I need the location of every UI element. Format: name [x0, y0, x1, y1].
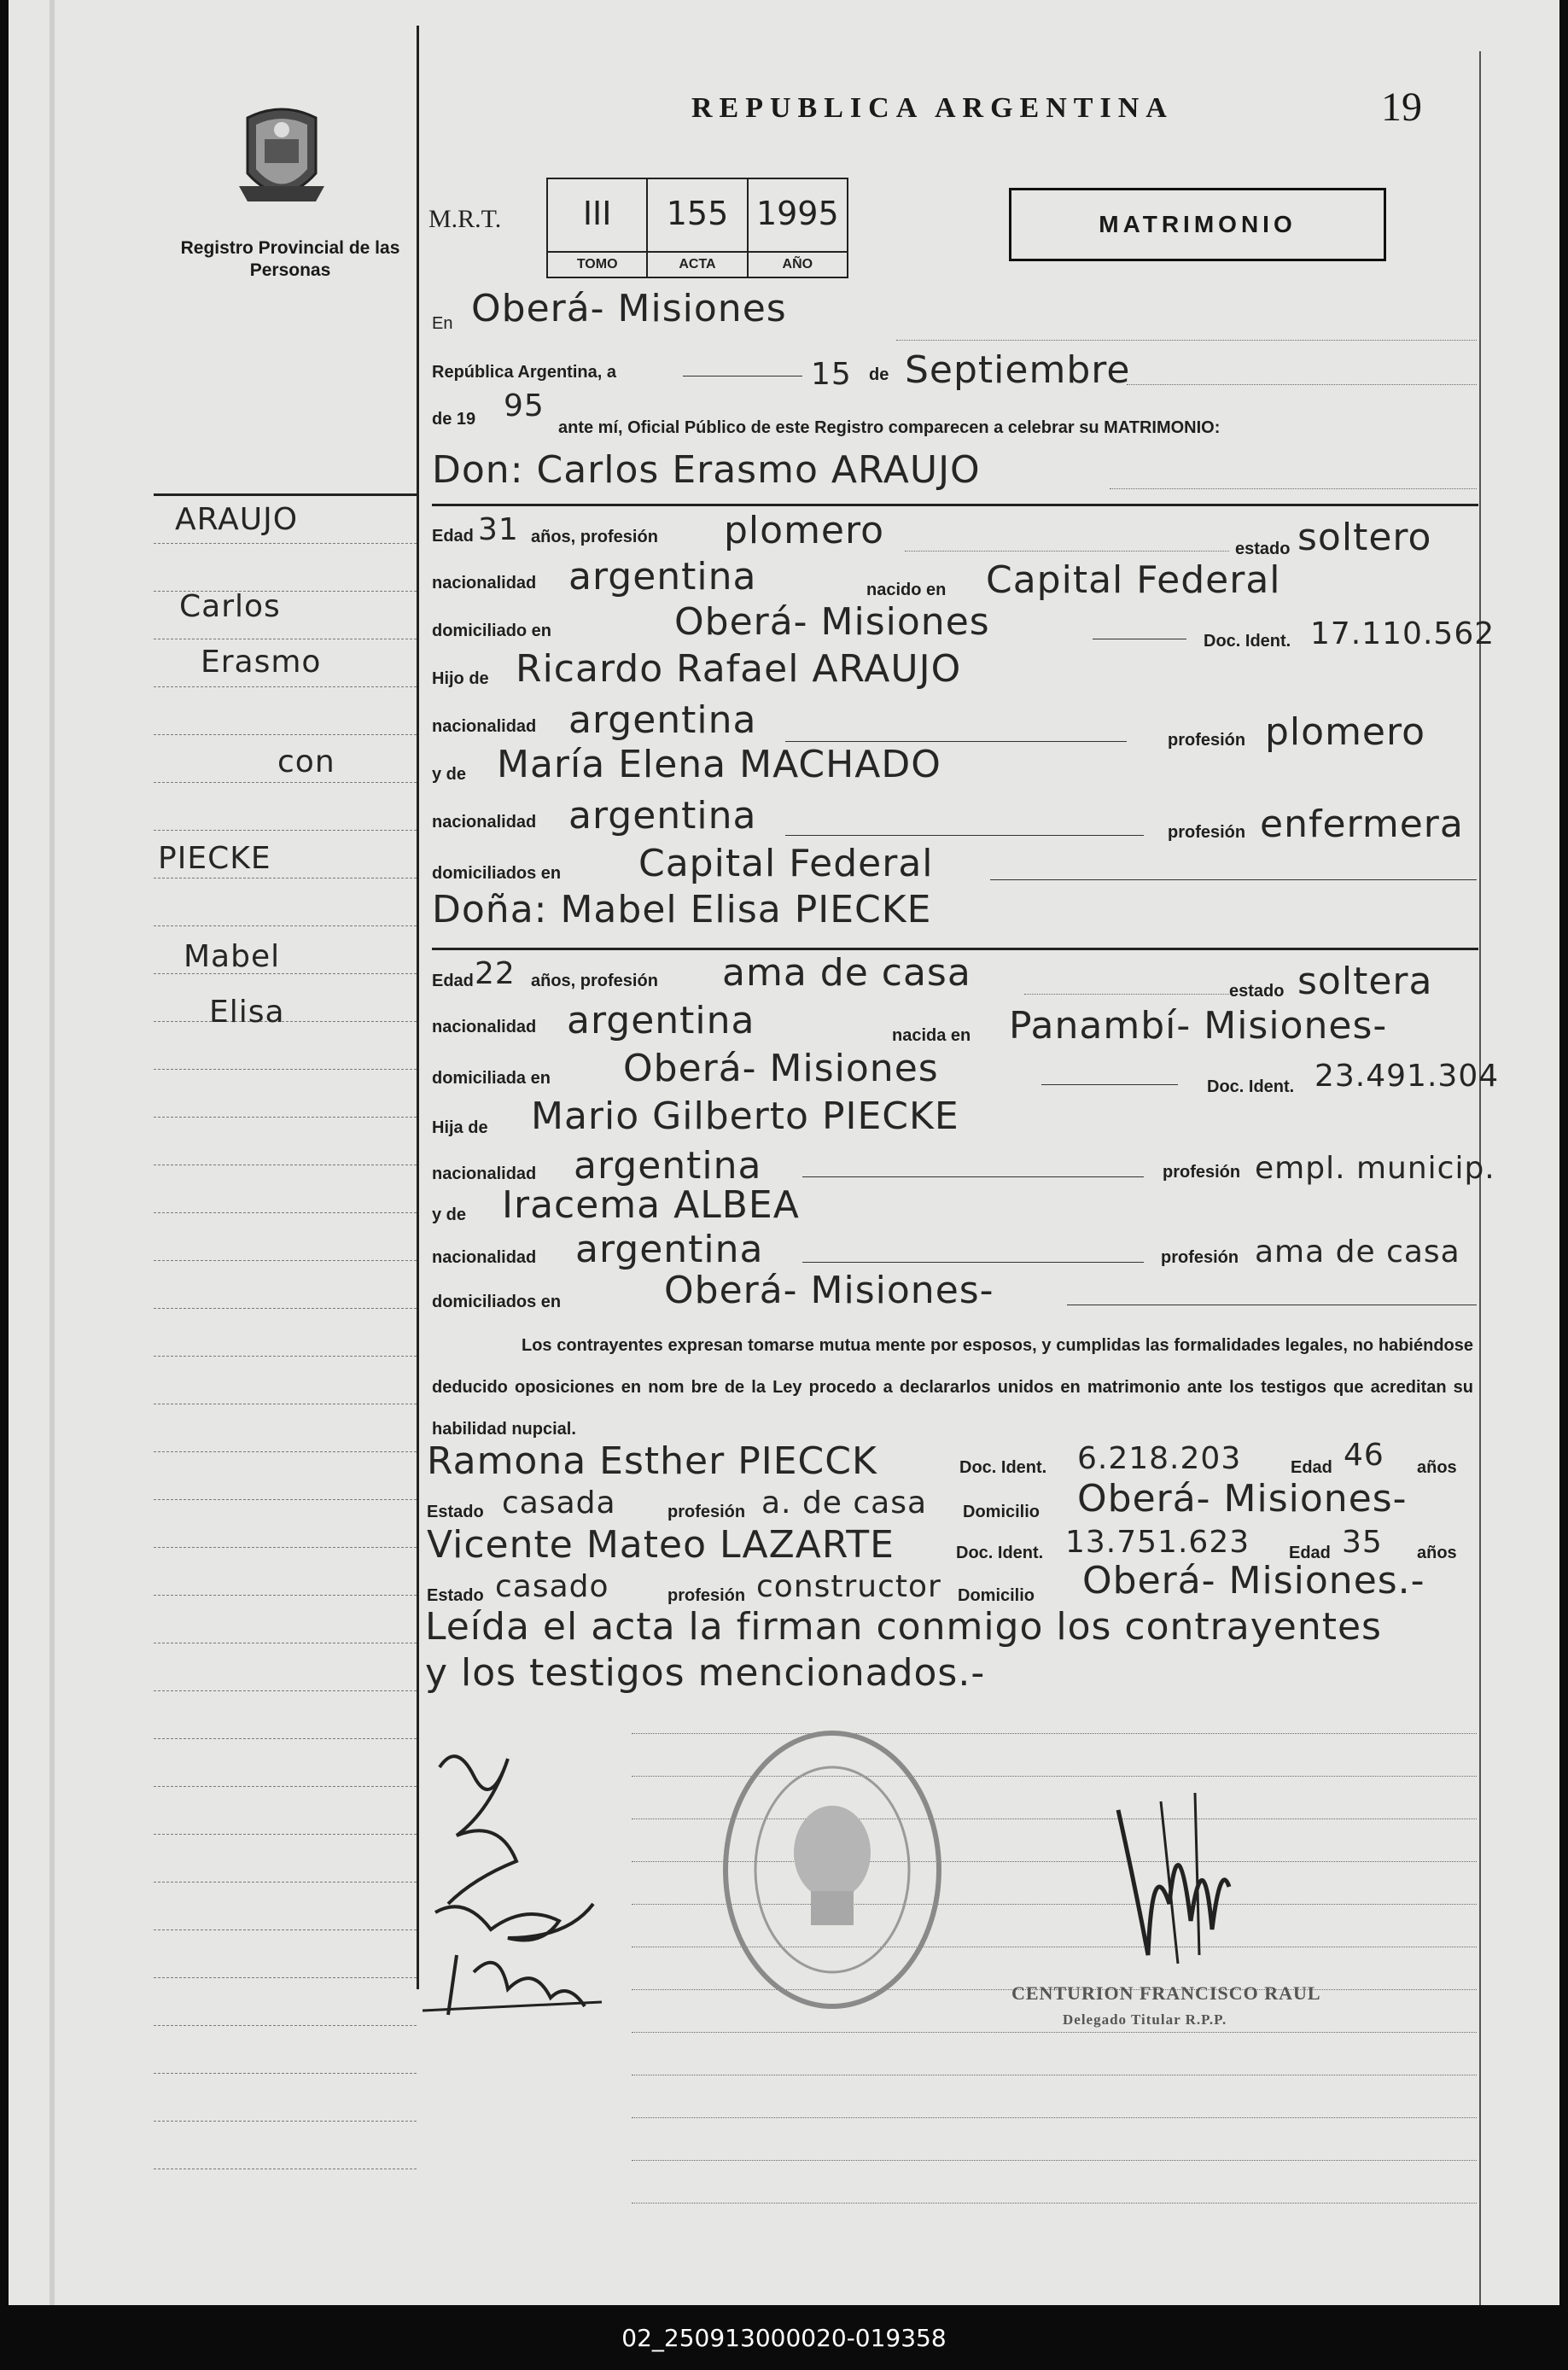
- label-en: En: [432, 314, 453, 333]
- stub-rule-line: [154, 1021, 417, 1022]
- groom-name: Don: Carlos Erasmo ARAUJO: [432, 448, 981, 492]
- label-hija-de: Hija de: [432, 1118, 488, 1137]
- groom-profession: plomero: [724, 509, 885, 552]
- groom-parents-domicile: Capital Federal: [638, 842, 934, 885]
- witness1-doc: 6.218.203: [1077, 1441, 1242, 1476]
- label-domiciliado-en: domiciliado en: [432, 622, 552, 640]
- ano-cell: [749, 179, 847, 277]
- stub-rule-line: [154, 734, 417, 735]
- officer-title-stamp: Delegado Titular R.P.P.: [1063, 2011, 1227, 2028]
- witness2-age: 35: [1342, 1525, 1383, 1560]
- line: [990, 879, 1477, 880]
- stub-rule-line: [154, 1929, 417, 1930]
- line: [785, 741, 1127, 742]
- label-hijo-de: Hijo de: [432, 669, 489, 688]
- place-value: Oberá- Misiones: [471, 287, 787, 330]
- stub-rule-line: [154, 830, 417, 831]
- stub-groom-surname: ARAUJO: [175, 502, 299, 537]
- ano-label: AÑO: [749, 251, 847, 277]
- stub-con: con: [277, 744, 335, 779]
- witness1-status: casada: [502, 1486, 616, 1521]
- stub-rule-line: [154, 1069, 417, 1070]
- groom-father-profession: plomero: [1265, 710, 1426, 754]
- bride-birthplace: Panambí- Misiones-: [1009, 1004, 1388, 1048]
- stub-divider-line: [417, 26, 419, 1989]
- line: [1041, 1084, 1178, 1085]
- label-profesion: profesión: [1168, 823, 1246, 842]
- witness1-name: Ramona Esther PIECCK: [427, 1439, 877, 1483]
- acta-value: 155: [666, 195, 729, 232]
- contrayentes-signatures: [423, 1733, 619, 2023]
- date-year: 95: [504, 388, 545, 423]
- bride-age: 22: [475, 956, 516, 991]
- line: [785, 835, 1144, 836]
- groom-nationality: argentina: [568, 555, 757, 598]
- witness1-domicile: Oberá- Misiones-: [1077, 1477, 1408, 1521]
- stub-rule-line: [154, 1212, 417, 1213]
- bride-status: soltera: [1297, 960, 1433, 1003]
- tomo-cell: [548, 179, 648, 277]
- bride-father: Mario Gilberto PIECKE: [531, 1095, 959, 1138]
- stub-rule-line: [154, 2073, 417, 2074]
- bride-domicile: Oberá- Misiones: [623, 1047, 939, 1090]
- stub-rule-line: [154, 1786, 417, 1787]
- officer-name-stamp: CENTURION FRANCISCO RAUL: [1011, 1982, 1321, 2004]
- label-profesion: profesión: [667, 1586, 746, 1605]
- label-profesion: profesión: [1161, 1248, 1239, 1267]
- label-nacido-en: nacido en: [866, 581, 947, 599]
- form-rule-line: [632, 2032, 1477, 2033]
- stub-bride-given2: Elisa: [209, 995, 285, 1030]
- label-de-19: de 19: [432, 410, 476, 429]
- stub-rule-line: [154, 543, 417, 544]
- acta-label: ACTA: [648, 251, 746, 277]
- label-nacionalidad: nacionalidad: [432, 574, 537, 592]
- groom-mother-profession: enfermera: [1260, 803, 1464, 846]
- tomo-label: TOMO: [548, 251, 646, 277]
- label-anos: años: [1417, 1544, 1457, 1562]
- label-doc-ident: Doc. Ident.: [1207, 1077, 1295, 1096]
- witness1-age: 46: [1344, 1438, 1384, 1473]
- groom-mother: María Elena MACHADO: [497, 743, 941, 786]
- form-rule-line: [632, 2203, 1477, 2204]
- label-y-de: y de: [432, 765, 467, 784]
- stub-groom-given1: Carlos: [179, 589, 281, 624]
- stub-rule-line: [154, 1690, 417, 1691]
- page-binding-edge: [50, 0, 55, 2305]
- stub-rule-line: [154, 686, 417, 687]
- page-number: 19: [1381, 85, 1422, 130]
- stub-top-rule: [154, 493, 417, 496]
- witness2-profession: constructor: [756, 1569, 941, 1604]
- groom-section-rule: [432, 504, 1478, 506]
- bride-mother: Iracema ALBEA: [502, 1183, 800, 1227]
- stub-rule-line: [154, 782, 417, 783]
- witness2-name: Vicente Mateo LAZARTE: [427, 1523, 895, 1567]
- line: [683, 376, 802, 377]
- label-anos-profesion: años, profesión: [531, 528, 658, 546]
- label-nacionalidad: nacionalidad: [432, 1165, 537, 1183]
- record-reference-box: [546, 178, 848, 278]
- registry-stamp: [717, 1725, 947, 2015]
- label-estado: Estado: [427, 1503, 484, 1521]
- officer-signature: [1110, 1784, 1238, 1972]
- label-domicilio: Domicilio: [963, 1503, 1040, 1521]
- label-nacionalidad: nacionalidad: [432, 1018, 537, 1036]
- label-edad: Edad: [432, 527, 474, 546]
- line: [896, 340, 1477, 341]
- stub-rule-line: [154, 1738, 417, 1739]
- registry-label: Registro Provincial de las Personas: [180, 238, 400, 280]
- ano-value: 1995: [755, 195, 839, 232]
- line: [802, 1176, 1144, 1177]
- form-rule-line: [632, 2160, 1477, 2161]
- line: [802, 1262, 1144, 1263]
- date-month: Septiembre: [905, 348, 1131, 392]
- groom-father: Ricardo Rafael ARAUJO: [516, 647, 962, 691]
- label-profesion: profesión: [1163, 1163, 1241, 1182]
- stub-rule-line: [154, 1882, 417, 1883]
- label-nacionalidad: nacionalidad: [432, 717, 537, 736]
- bride-parents-domicile: Oberá- Misiones-: [664, 1269, 994, 1312]
- line: [905, 551, 1229, 552]
- label-republica: República Argentina, a: [432, 363, 616, 382]
- groom-age: 31: [478, 512, 519, 547]
- stub-rule-line: [154, 925, 417, 926]
- stub-rule-line: [154, 878, 417, 879]
- bride-profession: ama de casa: [722, 951, 971, 995]
- witness2-status: casado: [495, 1569, 609, 1604]
- label-edad: Edad: [1289, 1544, 1331, 1562]
- label-ante-mi: ante mí, Oficial Público de este Registro comparecen a celebrar su MATRIMONIO:: [558, 418, 1221, 437]
- stub-rule-line: [154, 1308, 417, 1309]
- groom-father-nationality: argentina: [568, 698, 757, 742]
- groom-domicile: Oberá- Misiones: [674, 600, 990, 644]
- date-day: 15: [811, 357, 852, 392]
- declaration-text: Los contrayentes expresan tomarse mutua mente por esposos, y cumplidas las formalidades legales, no habiéndose deducido oposiciones en nom bre de la Ley procedo a declararlos unidos en matrimonio ante los testigos que acreditan su habilidad nupcial.: [432, 1336, 1473, 1439]
- bride-mother-nationality: argentina: [575, 1228, 764, 1271]
- form-rule-line: [632, 2117, 1477, 2118]
- groom-mother-nationality: argentina: [568, 794, 757, 838]
- stub-rule-line: [154, 1356, 417, 1357]
- label-estado: estado: [1229, 982, 1285, 1001]
- label-domiciliada-en: domiciliada en: [432, 1069, 551, 1088]
- stub-rule-line: [154, 1451, 417, 1452]
- record-type-box: MATRIMONIO: [1009, 188, 1386, 261]
- bride-nationality: argentina: [567, 999, 755, 1042]
- stub-rule-line: [154, 1834, 417, 1835]
- closing-line-2: y los testigos mencionados.-: [425, 1651, 986, 1695]
- groom-birthplace: Capital Federal: [986, 558, 1281, 602]
- stub-rule-line: [154, 1977, 417, 1978]
- label-y-de: y de: [432, 1205, 467, 1224]
- witness2-doc: 13.751.623: [1065, 1525, 1250, 1560]
- closing-line-1: Leída el acta la firman conmigo los contrayentes: [425, 1605, 1382, 1649]
- label-edad: Edad: [432, 972, 474, 990]
- line: [1110, 488, 1477, 489]
- stub-rule-line: [154, 1595, 417, 1596]
- label-de: de: [869, 365, 889, 384]
- label-nacida-en: nacida en: [892, 1026, 971, 1045]
- bride-name: Doña: Mabel Elisa PIECKE: [432, 888, 932, 931]
- groom-doc: 17.110.562: [1310, 616, 1495, 651]
- stub-rule-line: [154, 1547, 417, 1548]
- label-nacionalidad: nacionalidad: [432, 813, 537, 832]
- label-domiciliados-en: domiciliados en: [432, 864, 562, 883]
- label-domicilio: Domicilio: [958, 1586, 1035, 1605]
- bride-mother-profession: ama de casa: [1255, 1235, 1460, 1270]
- tomo-value: III: [582, 195, 612, 232]
- stub-rule-line: [154, 1117, 417, 1118]
- stub-bride-surname: PIECKE: [158, 841, 271, 876]
- label-estado: estado: [1235, 540, 1291, 558]
- label-profesion: profesión: [1168, 731, 1246, 750]
- country-title: REPUBLICA ARGENTINA: [691, 92, 1174, 124]
- stub-rule-line: [154, 2025, 417, 2026]
- bride-father-nationality: argentina: [574, 1144, 762, 1188]
- stub-bride-given1: Mabel: [184, 939, 281, 974]
- label-domiciliados-en: domiciliados en: [432, 1293, 562, 1311]
- stub-rule-line: [154, 2121, 417, 2122]
- label-estado: Estado: [427, 1586, 484, 1605]
- witness2-domicile: Oberá- Misiones.-: [1082, 1559, 1425, 1602]
- stub-rule-line: [154, 1499, 417, 1500]
- label-edad: Edad: [1291, 1458, 1332, 1477]
- provincial-seal-icon: [230, 101, 333, 212]
- bride-section-rule: [432, 948, 1478, 950]
- witness1-profession: a. de casa: [761, 1486, 928, 1521]
- label-profesion: profesión: [667, 1503, 746, 1521]
- label-anos: años: [1417, 1458, 1457, 1477]
- label-doc-ident: Doc. Ident.: [959, 1458, 1047, 1477]
- label-doc-ident: Doc. Ident.: [956, 1544, 1044, 1562]
- groom-status: soltero: [1297, 516, 1432, 559]
- line: [1127, 384, 1477, 385]
- scan-identifier: 02_250913000020-019358: [621, 2324, 947, 2352]
- line: [1024, 994, 1229, 995]
- label-doc-ident: Doc. Ident.: [1204, 632, 1291, 651]
- bride-father-profession: empl. municip.: [1255, 1151, 1495, 1186]
- stub-groom-given2: Erasmo: [201, 645, 322, 680]
- stub-rule-line: [154, 1260, 417, 1261]
- label-anos-profesion: años, profesión: [531, 972, 658, 990]
- acta-cell: [648, 179, 748, 277]
- mrt-prefix: M.R.T.: [428, 205, 502, 233]
- bride-doc: 23.491.304: [1314, 1059, 1500, 1094]
- label-nacionalidad: nacionalidad: [432, 1248, 537, 1267]
